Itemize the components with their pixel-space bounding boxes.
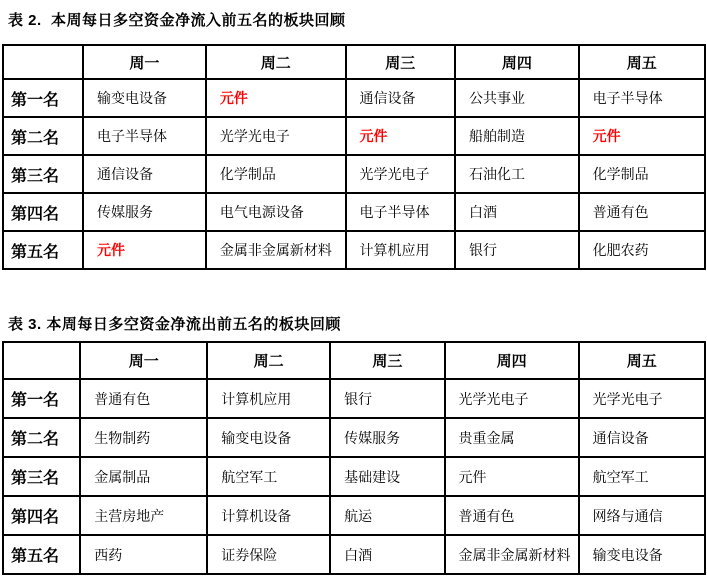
sector-cell: 银行 [455,231,579,269]
table-3-net-outflow-top5 [2,341,706,575]
rank-row [3,496,705,535]
sector-cell: 输变电设备 [207,418,330,457]
rank-label-cell: 第三名 [3,457,80,496]
sector-cell: 金属非金属新材料 [445,535,579,574]
sector-cell: 输变电设备 [579,535,705,574]
sector-cell: 生物制药 [80,418,207,457]
weekday-header-cell: 周五 [579,342,705,379]
sector-cell: 计算机应用 [346,231,456,269]
sector-cell: 贵重金属 [445,418,579,457]
rank-label-cell: 第二名 [3,418,80,457]
table-3-header [3,342,705,379]
rank-row [3,457,705,496]
weekday-header-cell: 周四 [445,342,579,379]
sector-cell: 证券保险 [207,535,330,574]
rank-row [3,535,705,574]
table-2-net-inflow-top5 [2,44,706,270]
header-row [3,45,705,79]
sector-cell: 银行 [330,379,444,418]
sector-cell: 基础建设 [330,457,444,496]
sector-cell: 石油化工 [455,155,579,193]
sector-cell: 输变电设备 [83,79,206,117]
rank-row [3,79,705,117]
sector-cell: 元件 [579,117,705,155]
sector-cell: 通信设备 [83,155,206,193]
sector-cell: 计算机应用 [207,379,330,418]
sector-cell: 航运 [330,496,444,535]
sector-cell: 元件 [206,79,346,117]
sector-cell: 光学光电子 [206,117,346,155]
corner-cell [3,45,83,79]
rank-label-cell: 第四名 [3,496,80,535]
table-2-header [3,45,705,79]
sector-cell: 航空军工 [579,457,705,496]
sector-cell: 计算机设备 [207,496,330,535]
sector-cell: 电子半导体 [83,117,206,155]
rank-label-cell: 第三名 [3,155,83,193]
sector-cell: 化肥农药 [579,231,705,269]
rank-row [3,379,705,418]
weekday-header-cell: 周三 [330,342,444,379]
weekday-header-cell: 周一 [80,342,207,379]
rank-row [3,231,705,269]
rank-label-cell: 第一名 [3,79,83,117]
table-2-title: 表 2. 本周每日多空资金净流入前五名的板块回顾 [8,12,346,29]
sector-cell: 电子半导体 [579,79,705,117]
weekday-header-cell: 周三 [346,45,456,79]
weekday-header-cell: 周四 [455,45,579,79]
table-3-body [3,379,705,574]
sector-cell: 光学光电子 [579,379,705,418]
sector-cell: 西药 [80,535,207,574]
sector-cell: 光学光电子 [445,379,579,418]
sector-cell: 光学光电子 [346,155,456,193]
sector-cell: 通信设备 [579,418,705,457]
table-2-body [3,79,705,269]
sector-cell: 电气电源设备 [206,193,346,231]
rank-label-cell: 第五名 [3,231,83,269]
rank-label-cell: 第四名 [3,193,83,231]
corner-cell [3,342,80,379]
weekday-header-cell: 周二 [206,45,346,79]
sector-cell: 通信设备 [346,79,456,117]
rank-row [3,155,705,193]
rank-row [3,117,705,155]
sector-cell: 元件 [346,117,456,155]
sector-cell: 化学制品 [579,155,705,193]
sector-cell: 元件 [445,457,579,496]
sector-cell: 航空军工 [207,457,330,496]
sector-cell: 金属制品 [80,457,207,496]
sector-cell: 传媒服务 [83,193,206,231]
weekday-header-cell: 周五 [579,45,705,79]
sector-cell: 金属非金属新材料 [206,231,346,269]
sector-cell: 网络与通信 [579,496,705,535]
sector-cell: 元件 [83,231,206,269]
rank-row [3,193,705,231]
sector-cell: 公共事业 [455,79,579,117]
table-3-title: 表 3. 本周每日多空资金净流出前五名的板块回顾 [8,316,341,333]
sector-cell: 主营房地产 [80,496,207,535]
weekday-header-cell: 周二 [207,342,330,379]
rank-label-cell: 第五名 [3,535,80,574]
header-row [3,342,705,379]
sector-cell: 白酒 [330,535,444,574]
sector-cell: 普通有色 [445,496,579,535]
rank-row [3,418,705,457]
rank-label-cell: 第二名 [3,117,83,155]
rank-label-cell: 第一名 [3,379,80,418]
sector-cell: 传媒服务 [330,418,444,457]
sector-cell: 船舶制造 [455,117,579,155]
weekday-header-cell: 周一 [83,45,206,79]
sector-cell: 普通有色 [80,379,207,418]
sector-cell: 化学制品 [206,155,346,193]
sector-cell: 电子半导体 [346,193,456,231]
sector-cell: 白酒 [455,193,579,231]
sector-cell: 普通有色 [579,193,705,231]
